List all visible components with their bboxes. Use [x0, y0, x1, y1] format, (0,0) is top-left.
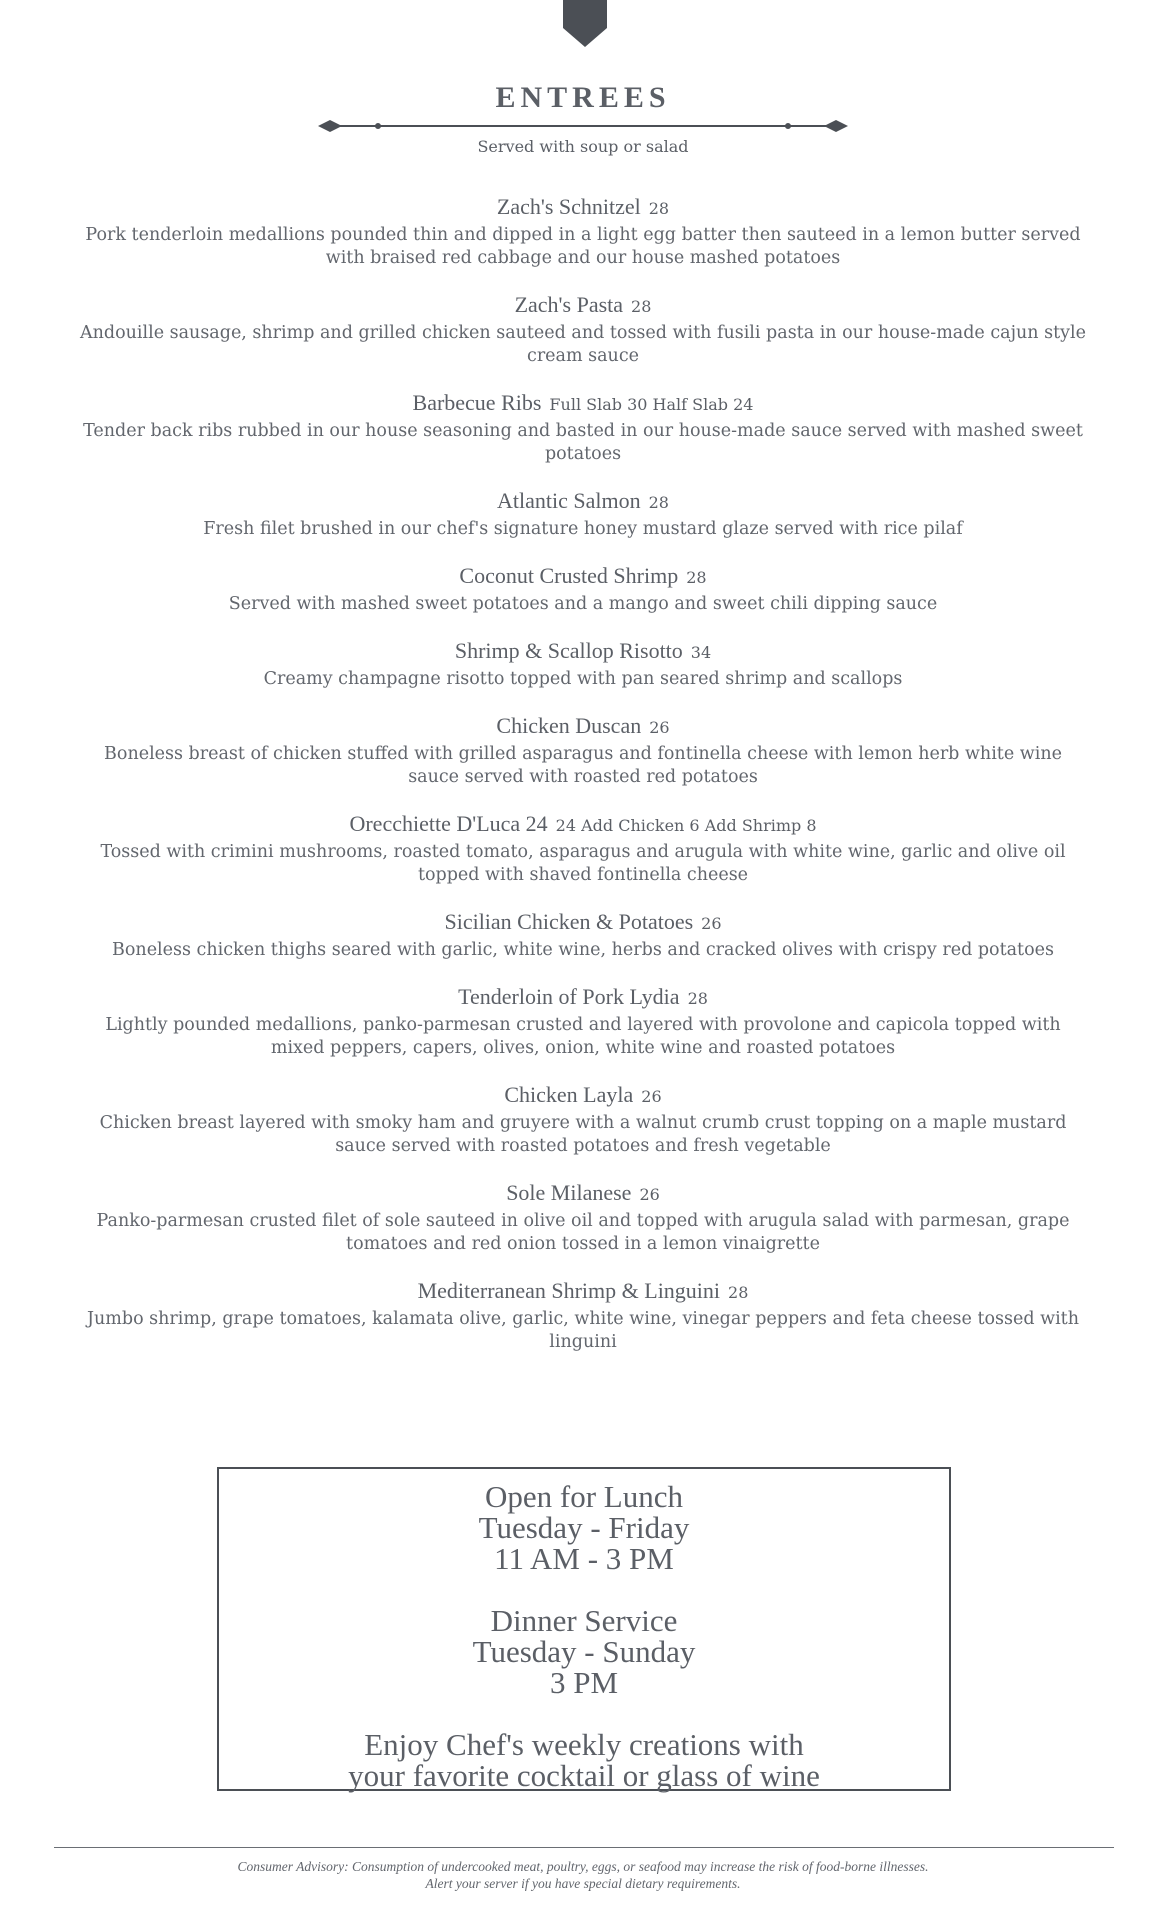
item-price: 26: [701, 914, 722, 933]
item-description: Tender back ribs rubbed in our house seasoning and basted in our house-made sauce served with mashed sweet potatoes: [83, 421, 1083, 464]
item-price: 28: [686, 568, 707, 587]
ribbon-tab-icon: [563, 0, 607, 47]
item-price: 28: [648, 199, 670, 218]
section-subtitle: Served with soup or salad: [477, 137, 689, 156]
item-price: 28: [687, 989, 708, 1008]
advisory-line-1: Consumer Advisory: Consumption of undercooked meat, poultry, eggs, or seafood may increase the risk of food-borne illnesses.: [237, 1859, 929, 1874]
item-description: Boneless chicken thighs seared with garlic, white wine, herbs and cracked olives with crispy red potatoes: [112, 940, 1054, 960]
item-name: Chicken Layla: [504, 1082, 634, 1107]
item-name: Sole Milanese: [506, 1180, 632, 1205]
item-name: Barbecue Ribs: [412, 390, 542, 415]
dinner-title: Dinner Service: [490, 1603, 678, 1638]
item-description: Fresh filet brushed in our chef's signature honey mustard glaze served with rice pilaf: [203, 519, 963, 539]
item-price: 24 Add Chicken 6 Add Shrimp 8: [555, 816, 817, 835]
item-description: Boneless breast of chicken stuffed with grilled asparagus and fontinella cheese with lemon herb white wine sauce served with roasted red potatoes: [104, 744, 1062, 787]
item-description: Pork tenderloin medallions pounded thin and dipped in a light egg batter then sauteed in a lemon butter served with braised red cabbage and our house mashed potatoes: [85, 225, 1081, 268]
item-price: 28: [648, 493, 669, 512]
hours-box: [217, 1467, 951, 1791]
item-name: Zach's Schnitzel: [496, 194, 641, 219]
item-description: Tossed with crimini mushrooms, roasted tomato, asparagus and arugula with white wine, garlic and olive oil topped with shaved fontinella cheese: [100, 842, 1066, 885]
item-name: Sicilian Chicken & Potatoes: [444, 909, 694, 934]
dinner-days: Tuesday - Sunday: [472, 1634, 696, 1669]
menu-item: [70, 809, 1096, 887]
item-price: 26: [639, 1185, 660, 1204]
item-name: Shrimp & Scallop Risotto: [454, 638, 683, 663]
menu-item: [70, 1178, 1096, 1256]
item-description: Creamy champagne risotto topped with pan seared shrimp and scallops: [263, 669, 903, 689]
ornamental-divider-icon: [318, 118, 848, 134]
item-description: Served with mashed sweet potatoes and a mango and sweet chili dipping sauce: [228, 594, 938, 614]
item-description: Jumbo shrimp, grape tomatoes, kalamata olive, garlic, white wine, vinegar peppers and feta cheese tossed with linguini: [87, 1309, 1079, 1352]
item-description: Panko-parmesan crusted filet of sole sauteed in olive oil and topped with arugula salad with parmesan, grape tomatoes and red onion tossed in a lemon vinaigrette: [96, 1211, 1070, 1254]
item-price: Full Slab 30 Half Slab 24: [549, 395, 754, 414]
section-header: [0, 78, 1166, 157]
item-name: Chicken Duscan: [496, 713, 642, 738]
item-description: Chicken breast layered with smoky ham and gruyere with a walnut crumb crust topping on a maple mustard sauce served with roasted potatoes and fresh vegetable: [99, 1113, 1067, 1156]
menu-item: [70, 388, 1096, 466]
item-name: Tenderloin of Pork Lydia: [458, 984, 680, 1009]
menu-item: [70, 561, 1096, 616]
tagline-line-1: Enjoy Chef's weekly creations with: [364, 1727, 804, 1762]
menu-item: [70, 636, 1096, 691]
item-name: Orecchiette D'Luca 24: [349, 811, 548, 836]
item-price: 26: [641, 1087, 662, 1106]
item-name: Zach's Pasta: [514, 292, 624, 317]
lunch-title: Open for Lunch: [485, 1479, 683, 1514]
lunch-time: 11 AM - 3 PM: [494, 1541, 674, 1576]
lunch-days: Tuesday - Friday: [478, 1510, 690, 1545]
menu-item: [70, 982, 1096, 1060]
item-name: Coconut Crusted Shrimp: [459, 563, 679, 588]
footer-divider: [54, 1847, 1114, 1848]
menu-item: [70, 290, 1096, 368]
menu-item: [70, 1080, 1096, 1158]
item-price: 28: [728, 1283, 749, 1302]
tagline-line-2: your favorite cocktail or glass of wine: [348, 1758, 820, 1793]
dinner-time: 3 PM: [549, 1665, 619, 1700]
item-name: Atlantic Salmon: [497, 488, 641, 513]
menu-item: [70, 192, 1096, 270]
consumer-advisory: [0, 1858, 1166, 1892]
item-price: 28: [631, 297, 652, 316]
advisory-line-2: Alert your server if you have special dietary requirements.: [425, 1876, 741, 1891]
entree-list: [70, 192, 1096, 1374]
menu-item: [70, 1276, 1096, 1354]
item-price: 34: [690, 643, 712, 662]
item-price: 26: [649, 718, 670, 737]
menu-item: [70, 907, 1096, 962]
item-description: Lightly pounded medallions, panko-parmesan crusted and layered with provolone and capicola topped with mixed peppers, capers, olives, onion, white wine and roasted potatoes: [105, 1015, 1061, 1058]
section-title: ENTREES: [495, 81, 671, 114]
menu-item: [70, 711, 1096, 789]
item-description: Andouille sausage, shrimp and grilled chicken sauteed and tossed with fusili pasta in our house-made cajun style cream sauce: [80, 323, 1086, 366]
item-name: Mediterranean Shrimp & Linguini: [417, 1278, 721, 1303]
menu-item: [70, 486, 1096, 541]
